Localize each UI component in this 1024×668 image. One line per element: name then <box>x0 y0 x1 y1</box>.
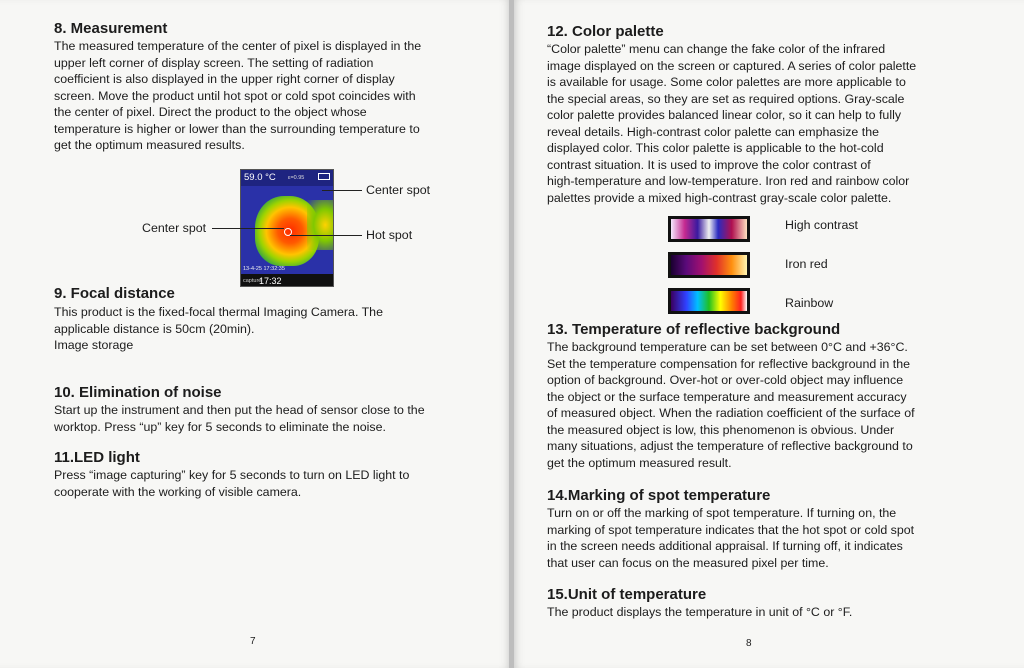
palette-label-rainbow: Rainbow <box>785 296 834 310</box>
capture-time: 17:32 <box>259 276 282 286</box>
text-line: palettes provide a mixed high-contrast gray-scale color palette. <box>547 190 892 205</box>
heat-region-secondary <box>307 200 333 250</box>
text-line: cooperate with the working of visible camera. <box>54 484 302 499</box>
text-line: that user can focus on the measured pixel per time. <box>547 555 829 570</box>
timestamp: 13-4-25 17:32:35 <box>243 266 285 272</box>
text-line: the object or the surface temperature and measurement accuracy <box>547 389 907 404</box>
label-center-spot-right: Center spot <box>366 183 431 197</box>
text-line: the measured object is low, this phenomenon is obvious. Under <box>547 422 895 437</box>
palette-swatch-high-contrast <box>668 216 750 242</box>
section-15-title: 15.Unit of temperature <box>547 586 707 603</box>
text-line: coefficient is also displayed in the upper right corner of display <box>54 72 395 86</box>
text-line: The product displays the temperature in unit of °C or °F. <box>547 605 853 619</box>
text-line: displayed color. This color palette is applicable to the hot-cold <box>547 141 884 155</box>
text-line: get the optimum measured results. <box>54 138 245 152</box>
text-line: is available for usage. Some color palettes are more applicable to <box>547 75 906 89</box>
text-line: applicable distance is 50cm (20min). <box>54 321 255 336</box>
text-line: Set the temperature compensation for reflective background in the <box>547 356 910 371</box>
text-line: temperature is higher or lower than the surrounding temperature to <box>54 121 420 136</box>
emissivity-readout: ε=0.95 <box>288 175 305 181</box>
section-10-body <box>54 402 425 435</box>
text-line: reveal details. High-contrast color palette can emphasize the <box>547 124 879 139</box>
page-number: 7 <box>250 636 256 647</box>
section-15-body <box>547 604 852 621</box>
text-line: upper left corner of display screen. The setting of radiation <box>54 55 374 70</box>
section-9-title: 9. Focal distance <box>54 285 175 302</box>
text-line: worktop. Press “up” key for 5 seconds to eliminate the noise. <box>54 419 386 434</box>
section-8-title: 8. Measurement <box>54 20 168 37</box>
section-9-body <box>54 304 383 354</box>
text-line: in the screen needs additional appraisal. If turning off, it indicates <box>547 539 903 553</box>
section-14-title: 14.Marking of spot temperature <box>547 487 771 504</box>
text-line: Press “image capturing” key for 5 seconds to turn on LED light to <box>54 468 410 482</box>
text-line: Turn on or off the marking of spot temperature. If turning on, the <box>547 506 897 520</box>
text-line: The measured temperature of the center of pixel is displayed in the <box>54 39 422 53</box>
text-line: high-temperature and low-temperature. Iron red and rainbow color <box>547 174 910 188</box>
callout-line <box>212 228 284 229</box>
text-line: contrast situation. It is used to improve the color contrast of <box>547 157 871 172</box>
palette-label-high-contrast: High contrast <box>785 218 859 232</box>
palette-swatch-rainbow <box>668 288 750 314</box>
callout-line <box>322 190 362 191</box>
section-13-body <box>547 339 915 471</box>
section-13-title: 13. Temperature of reflective background <box>547 321 841 338</box>
text-line: get the optimum measured result. <box>547 455 732 470</box>
battery-icon <box>318 173 330 180</box>
right-page <box>514 0 1024 668</box>
text-line: marking of spot temperature indicates that the hot spot or cold spot <box>547 522 915 537</box>
text-line: of measured object. When the radiation coefficient of the surface of <box>547 406 915 420</box>
left-page <box>0 0 510 668</box>
text-line: This product is the fixed-focal thermal Imaging Camera. The <box>54 305 383 319</box>
temperature-readout: 59.0 °C <box>244 172 276 183</box>
section-12-title: 12. Color palette <box>547 23 664 40</box>
text-line: screen. Move the product until hot spot or cold spot coincides with <box>54 88 416 103</box>
label-hot-spot: Hot spot <box>366 228 413 242</box>
section-11-body <box>54 467 409 500</box>
text-line: many situations, adjust the temperature of reflective background to <box>547 439 913 453</box>
callout-line <box>290 235 362 236</box>
text-line: image displayed on the screen or captured. A series of color palette <box>547 58 917 73</box>
text-line: the special areas, so they are set as required options. Gray-scale <box>547 91 905 106</box>
text-line: “Color palette” menu can change the fake color of the infrared <box>547 42 886 56</box>
text-line: color palette provides balanced linear color, so it can help to fully <box>547 108 902 122</box>
text-line: The background temperature can be set between 0°C and +36°C. <box>547 340 908 354</box>
section-10-title: 10. Elimination of noise <box>54 384 222 401</box>
palette-swatch-iron-red <box>668 252 750 278</box>
section-14-body <box>547 505 914 571</box>
text-line: Start up the instrument and then put the head of sensor close to the <box>54 403 425 417</box>
section-8-body <box>54 38 421 154</box>
section-12-body <box>547 41 916 206</box>
section-11-title: 11.LED light <box>54 449 140 466</box>
text-line: Image storage <box>54 338 134 352</box>
text-line: option of background. Over-hot or over-cold object may influence <box>547 373 904 387</box>
palette-label-iron-red: Iron red <box>785 257 828 271</box>
label-center-spot-left: Center spot <box>142 221 207 235</box>
text-line: the center of pixel. Direct the product to the object whose <box>54 105 367 119</box>
page-number: 8 <box>746 638 752 649</box>
capture-label: capture <box>243 278 262 284</box>
